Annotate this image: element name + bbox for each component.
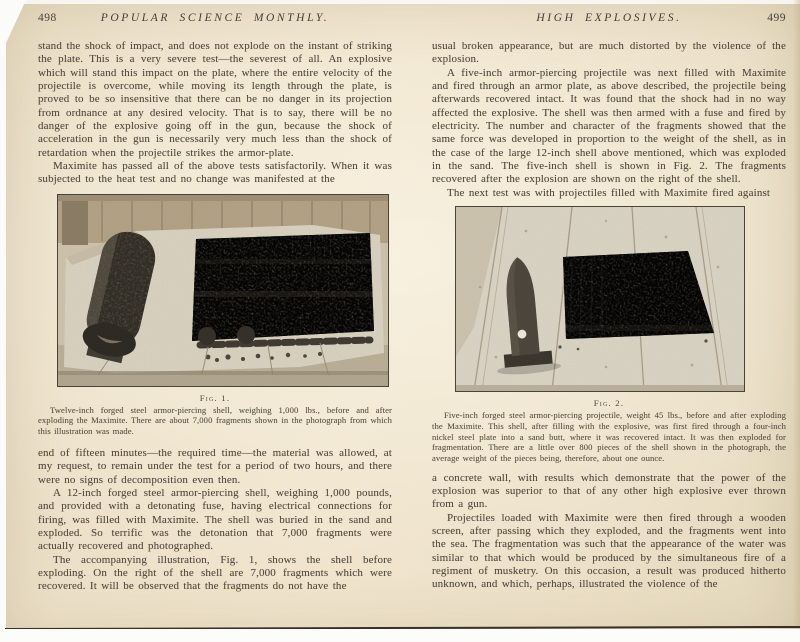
body-paragraph: A 12-inch forged steel armor-piercing shell, weighing 1,000 pounds, and provided with a detonating fuse, having electrical connections for firing, was filled with Maximite. The shell was buried in the sand and exploded. So terrific was the detonation that 7,000 fragments were actually recovered and photographed. [38,486,392,553]
figure-1-label: Fig. 1. [199,392,231,403]
scan-edge-right [793,0,800,630]
left-page-number: 498 [38,12,57,24]
body-paragraph: end of fifteen minutes—the required time—the material was allowed, at my request, to remain under the test for a period of two hours, and there were no signs of decomposition even then. [38,446,392,486]
body-paragraph: a concrete wall, with results which demonstrate that the power of the explosion was superior to that of any other high explosive ever thrown from a gun. [432,471,786,511]
figure-1-illustration [58,195,388,386]
scan-edge-bottom [0,629,800,642]
body-paragraph: usual broken appearance, but are much distorted by the violence of the explosion. [432,40,786,66]
body-paragraph: The accompanying illustration, Fig. 1, shows the shell before exploding. On the right of the shell are 7,000 fragments which were recovered. It will be observed that the fragments do not have the [38,553,392,593]
figure-2-label: Fig. 2. [593,398,625,409]
body-paragraph: Maximite has passed all of the above tests satisfactorily. When it was subjected to the heat test and no change was manifested at the [38,160,392,186]
body-paragraph: The next test was with projectiles filled with Maximite fired against [447,186,771,199]
left-page-header [38,12,392,29]
body-paragraph: A five-inch armor-piercing projectile was next filled with Maximite and fired through an armor plate, as above described, the projectile being afterwards recovered intact. It was found that the shock had in no way affected the explosive. The shell was then armed with a fuse and fired by electricity. The number and character of the fragments showed that the same force was developed in proportion to the weight of the shell, as in the case of the large 12-inch shell above mentioned, which was exploded in the sand. The five-inch shell is shown in Fig. 2. The fragments recovered after the explosion are shown on the right of the shell. [432,66,786,186]
figure-1-caption: Twelve-inch forged steel armor-piercing shell, weighing 1,000 lbs., before and after exploding the Maximite. There are about 7,000 fragments shown in the photograph from which this illustration was made. [38,404,392,437]
figure-2-illustration [456,207,744,391]
right-page-header [432,12,786,29]
right-page [432,12,786,592]
scan-edge-left [0,0,6,630]
figure-2-caption: Five-inch forged steel armor-piercing projectile, weight 45 lbs., before and after exploding the Maximite. This shell, after filling with the explosive, was first fired through a four-inch nickel steel plate into a sand butt, where it was recovered intact. It was then exploded for fragmentation. There are a little over 800 pieces of the shell shown in the photograph, the average weight of the pieces being, therefore, about one ounce. [432,410,786,463]
left-running-title: POPULAR SCIENCE MONTHLY. [100,12,330,24]
right-page-number: 499 [767,12,786,24]
figure-1-photo [57,194,389,387]
scan-edge-topleft [0,0,26,46]
figure-2-photo [455,206,745,392]
body-paragraph: stand the shock of impact, and does not explode on the instant of striking the plate. This is a very severe test—the severest of all. An explosive which will stand this impact on the plate, where the entire velocity of the projectile is overcome, while moving its length through the plate, is proved to be so insensitive that there can be no danger in its projection from ordnance at any desired velocity. That is to say, there will be no danger of the explosive going off in the gun, because the shock of acceleration in the gun is necessarily very much less than the shock of retardation when the projectile strikes the armor-plate. [38,40,392,159]
right-running-title: HIGH EXPLOSIVES. [536,12,682,24]
scan-edge-top [0,0,800,4]
body-paragraph: Projectiles loaded with Maximite were then fired through a wooden screen, after passing which they exploded, and the fragments went into the sea. The fragmentation was such that the appearance of the water was similar to that which would be produced by the simultaneous fire of a regiment of musketry. On this occasion, a result was produced hitherto unknown, and which, perhaps, illustrated the violence of the [432,511,786,591]
left-page [38,12,392,594]
